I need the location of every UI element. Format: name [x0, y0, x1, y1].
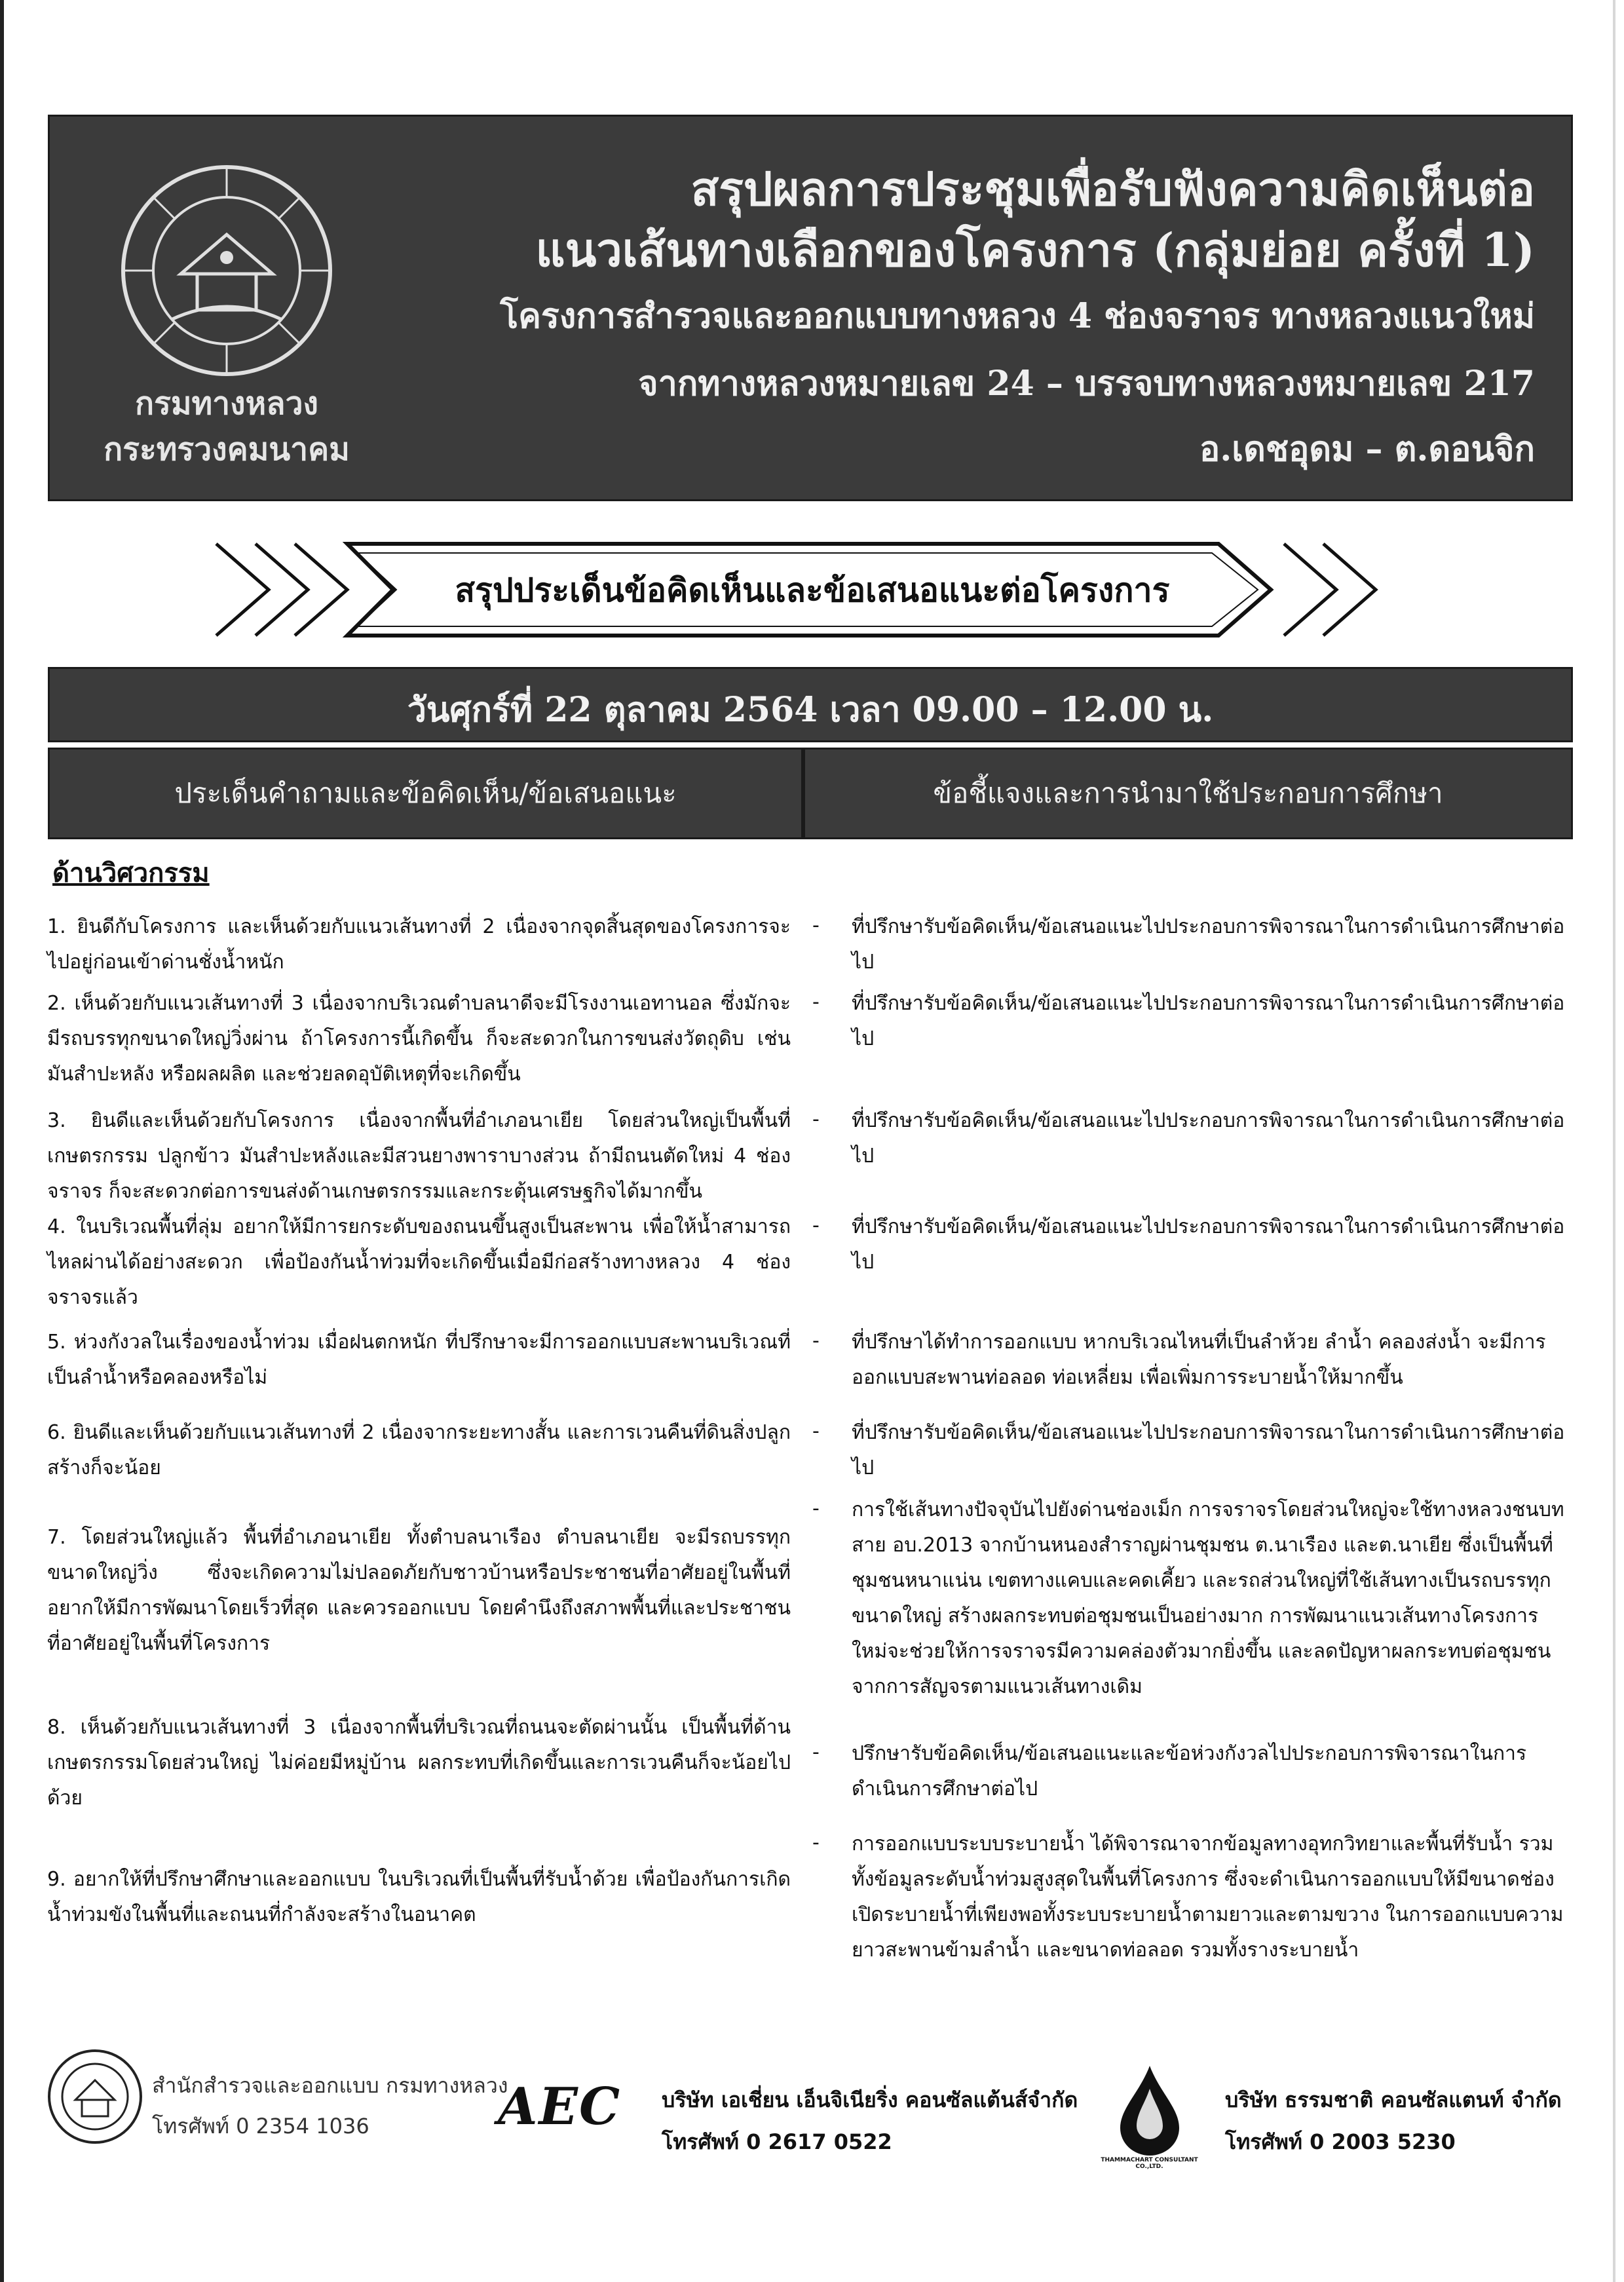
question-3: 3. ยินดีและเห็นด้วยกับโครงการ เนื่องจากพื้นที่อำเภอนาเยีย โดยส่วนใหญ่เป็นพื้นที่เกษตรกรรม ปลูกข้าว มันสำปะหลังและมีสวนยางพาราบางส่วน ถ้ามีถนนตัดใหม่ 4 ช่องจราจร ก็จะสะดวกต่อการขนส่งด้านเกษตรกรรมและกระตุ้นเศรษฐกิจได้มากขึ้น: [47, 1109, 791, 1203]
title-line-3: โครงการสำรวจและออกแบบทางหลวง 4 ช่องจราจร ทางหลวงแนวใหม่: [500, 296, 1535, 336]
question-4: 4. ในบริเวณพื้นที่ลุ่ม อยากให้มีการยกระดับของถนนขึ้นสูงเป็นสะพาน เพื่อให้น้ำสามารถไหลผ่านได้อย่างสะดวก เพื่อป้องกันน้ำท่วมที่จะเกิดขึ้นเมื่อมีก่อสร้างทางหลวง 4 ช่องจราจรแล้ว: [47, 1215, 791, 1309]
department-seal-icon: [46, 2047, 144, 2146]
column-header-responses: ข้อชี้แจงและการนำมาใช้ประกอบการศึกษา: [803, 748, 1573, 839]
chevron-right-icon: [295, 544, 347, 636]
response-4: ที่ปรึกษารับข้อคิดเห็น/ข้อเสนอแนะไปประกอบการพิจารณาในการดำเนินการศึกษาต่อไป: [852, 1215, 1565, 1274]
title-line-4: จากทางหลวงหมายเลข 24 – บรรจบทางหลวงหมายเลข 217: [638, 364, 1535, 404]
footer-tc-name: บริษัท ธรรมชาติ คอนซัลแตนท์ จำกัด: [1225, 2087, 1562, 2112]
title-line-5: อ.เดชอุดม – ต.ดอนจิก: [1199, 429, 1535, 469]
scan-edge: [0, 0, 4, 2282]
response-3: ที่ปรึกษารับข้อคิดเห็น/ข้อเสนอแนะไปประกอบการพิจารณาในการดำเนินการศึกษาต่อไป: [852, 1109, 1565, 1168]
meeting-date: วันศุกร์ที่ 22 ตุลาคม 2564 เวลา 09.00 – 12.00 น.: [407, 690, 1214, 730]
aec-logo: AEC: [498, 2077, 622, 2137]
response-2: ที่ปรึกษารับข้อคิดเห็น/ข้อเสนอแนะไปประกอบการพิจารณาในการดำเนินการศึกษาต่อไป: [852, 992, 1565, 1050]
org-name: กรมทางหลวง: [135, 385, 318, 422]
response-5: ที่ปรึกษาได้ทำการออกแบบ หากบริเวณไหนที่เป็นลำห้วย ลำน้ำ คลองส่งน้ำ จะมีการออกแบบสะพานท่อลอด ท่อเหลี่ยม เพื่อเพิ่มการระบายน้ำให้มากขึ้น: [852, 1331, 1546, 1389]
bullet-dash: -: [812, 1497, 820, 1520]
footer-aec-name: บริษัท เอเชี่ยน เอ็นจิเนียริ่ง คอนซัลแต้นส์จำกัด: [662, 2087, 1078, 2112]
bullet-dash: -: [812, 1420, 820, 1443]
bullet-dash: -: [812, 1214, 820, 1237]
chevron-right-icon: [216, 544, 269, 636]
title-line-2: แนวเส้นทางเลือกของโครงการ (กลุ่มย่อย ครั้งที่ 1): [535, 223, 1535, 277]
response-6: ที่ปรึกษารับข้อคิดเห็น/ข้อเสนอแนะไปประกอบการพิจารณาในการดำเนินการศึกษาต่อไป: [852, 1421, 1565, 1479]
footer-aec-phone: โทรศัพท์ 0 2617 0522: [662, 2129, 892, 2154]
response-1: ที่ปรึกษารับข้อคิดเห็น/ข้อเสนอแนะไปประกอบการพิจารณาในการดำเนินการศึกษาต่อไป: [852, 915, 1565, 974]
bullet-dash: -: [812, 991, 820, 1014]
footer-doh-phone: โทรศัพท์ 0 2354 1036: [152, 2114, 369, 2139]
question-8: 8. เห็นด้วยกับแนวเส้นทางที่ 3 เนื่องจากพื้นที่บริเวณที่ถนนจะตัดผ่านนั้น เป็นพื้นที่ด้านเกษตรกรรมโดยส่วนใหญ่ ไม่ค่อยมีหมู่บ้าน ผลกระทบที่เกิดขึ้นและการเวนคืนก็จะน้อยไปด้วย: [47, 1716, 791, 1810]
bullet-dash: -: [812, 914, 820, 937]
response-9: การออกแบบระบบระบายน้ำ ได้พิจารณาจากข้อมูลทางอุทกวิทยาและพื้นที่รับน้ำ รวมทั้งข้อมูลระดับน้ำท่วมสูงสุดในพื้นที่โครงการ ซึ่งจะดำเนินการออกแบบให้มีขนาดช่องเปิดระบายน้ำที่เพียงพอทั้งระบบระบายน้ำตามยาวและตามขวาง ในการออกแบบความยาวสะพานข้ามลำน้ำ และขนาดท่อลอด รวมทั้งรางระบายน้ำ: [852, 1833, 1564, 1962]
response-8: ปรึกษารับข้อคิดเห็น/ข้อเสนอแนะและข้อห่วงกังวลไปประกอบการพิจารณาในการดำเนินการศึกษาต่อไป: [852, 1742, 1527, 1800]
footer-tc-phone: โทรศัพท์ 0 2003 5230: [1225, 2129, 1456, 2154]
bullet-dash: -: [812, 1108, 820, 1131]
chevron-right-icon: [1323, 544, 1376, 636]
header-block: [48, 115, 1573, 501]
ministry-name: กระทรวงคมนาคม: [104, 431, 350, 468]
banner-title: สรุปประเด็นข้อคิดเห็นและข้อเสนอแนะต่อโครงการ: [455, 571, 1170, 609]
department-of-highways-emblem-icon: [119, 162, 335, 379]
bullet-dash: -: [812, 1741, 820, 1764]
thammachart-logo-label: THAMMACHART CONSULTANT CO.,LTD.: [1101, 2157, 1198, 2170]
section-heading-engineering: ด้านวิศวกรรม: [52, 858, 210, 888]
chevron-right-icon: [255, 544, 308, 636]
question-7: 7. โดยส่วนใหญ่แล้ว พื้นที่อำเภอนาเยีย ทั้งตำบลนาเรือง ตำบลนาเยีย จะมีรถบรรทุกขนาดใหญ่วิ่ง ซึ่งจะเกิดความไม่ปลอดภัยกับชาวบ้านหรือประชาชนที่อาศัยอยู่ในพื้นที่ อยากให้มีการพัฒนาโดยเร็วที่สุด และควรออกแบบ โดยคำนึงถึงสภาพพื้นที่และประชาชนที่อาศัยอยู่ในพื้นที่โครงการ: [47, 1526, 791, 1655]
question-2: 2. เห็นด้วยกับแนวเส้นทางที่ 3 เนื่องจากบริเวณตำบลนาดีจะมีโรงงานเอทานอล ซึ่งมักจะมีรถบรรทุกขนาดใหญ่วิ่งผ่าน ถ้าโครงการนี้เกิดขึ้น ก็จะสะดวกในการขนส่งวัตถุดิบ เช่น มันสำปะหลัง หรือผลผลิต และช่วยลดอุบัติเหตุที่จะเกิดขึ้น: [47, 992, 791, 1086]
scan-edge-right: [1613, 0, 1615, 2282]
date-bar: [48, 667, 1573, 742]
bullet-dash: -: [812, 1329, 820, 1352]
footer-doh-name: สำนักสำรวจและออกแบบ กรมทางหลวง: [152, 2073, 508, 2098]
question-6: 6. ยินดีและเห็นด้วยกับแนวเส้นทางที่ 2 เนื่องจากระยะทางสั้น และการเวนคืนที่ดินสิ่งปลูกสร้างก็จะน้อย: [47, 1421, 791, 1479]
bullet-dash: -: [812, 1831, 820, 1854]
title-line-1: สรุปผลการประชุมเพื่อรับฟังความคิดเห็นต่อ: [690, 162, 1535, 216]
column-header-questions: ประเด็นคำถามและข้อคิดเห็น/ข้อเสนอแนะ: [48, 748, 803, 839]
question-5: 5. ห่วงกังวลในเรื่องของน้ำท่วม เมื่อฝนตกหนัก ที่ปรึกษาจะมีการออกแบบสะพานบริเวณที่เป็นลำน้ำหรือคลองหรือไม่: [47, 1331, 791, 1389]
question-1: 1. ยินดีกับโครงการ และเห็นด้วยกับแนวเส้นทางที่ 2 เนื่องจากจุดสิ้นสุดของโครงการจะไปอยู่ก่อนเข้าด่านชั่งน้ำหนัก: [47, 915, 791, 974]
question-9: 9. อยากให้ที่ปรึกษาศึกษาและออกแบบ ในบริเวณที่เป็นพื้นที่รับน้ำด้วย เพื่อป้องกันการเกิดน้ำท่วมขังในพื้นที่และถนนที่กำลังจะสร้างในอนาคต: [47, 1868, 791, 1926]
chevron-right-icon: [1284, 544, 1336, 636]
response-7: การใช้เส้นทางปัจจุบันไปยังด่านช่องเม็ก การจราจรโดยส่วนใหญ่จะใช้ทางหลวงชนบทสาย อบ.2013 จากบ้านหนองสำราญผ่านชุมชน ต.นาเรือง และต.นาเยีย ซึ่งเป็นพื้นที่ชุมชนหนาแน่น เขตทางแคบและคดเคี้ยว และรถส่วนใหญ่ที่ใช้เส้นทางเป็นรถบรรทุกขนาดใหญ่ สร้างผลกระทบต่อชุมชนเป็นอย่างมาก การพัฒนาแนวเส้นทางโครงการใหม่จะช่วยให้การจราจรมีความคล่องตัวมากยิ่งขึ้น และลดปัญหาผลกระทบต่อชุมชนจากการสัญจรตามแนวเส้นทางเดิม: [852, 1498, 1564, 1698]
thammachart-drop-logo-icon: [1114, 2063, 1186, 2158]
